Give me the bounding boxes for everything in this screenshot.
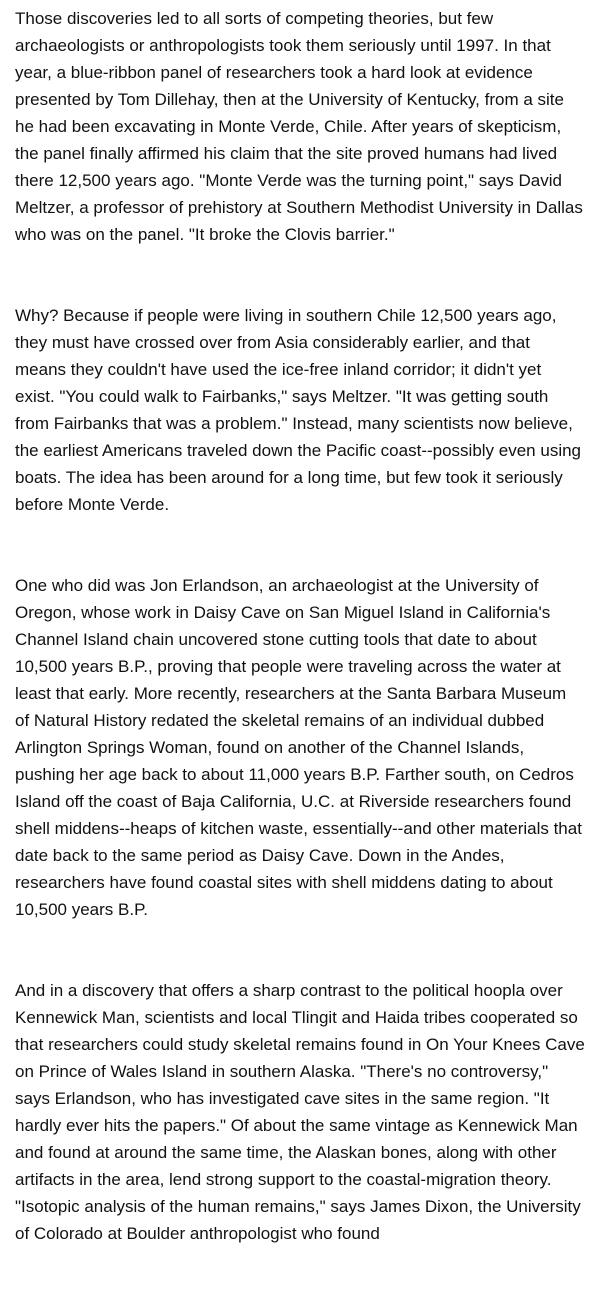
paragraph-2: Why? Because if people were living in southern Chile 12,500 years ago, they must have crossed over from Asia considerably earlier, and that means they couldn't have used the ice-free inland corridor; it didn't yet exist. "You could walk to Fairbanks," says Meltzer. "It was getting south from Fairbanks that was a problem." Instead, many scientists now believe, the earliest Americans traveled down the Pacific coast--possibly even using boats. The idea has been around for a long time, but few took it seriously before Monte Verde. <box>15 306 582 514</box>
paragraph-4: And in a discovery that offers a sharp contrast to the political hoopla over Kennewick Man, scientists and local Tlingit and Haida tribes cooperated so that researchers could study skeletal remains found in On Your Knees Cave on Prince of Wales Island in southern Alaska. "There's no controversy," says Erlandson, who has investigated cave sites in the same region. "It hardly ever hits the papers." Of about the same vintage as Kennewick Man and found at around the same time, the Alaskan bones, along with other artifacts in the area, lend strong support to the coastal-migration theory. "Isotopic analysis of the human remains," says James Dixon, the University of Colorado at Boulder anthropologist who found <box>15 981 585 1243</box>
paragraph-1: Those discoveries led to all sorts of competing theories, but few archaeologists or anthropologists took them seriously until 1997. In that year, a blue-ribbon panel of researchers took a hard look at evidence presented by Tom Dillehay, then at the University of Kentucky, from a site he had been excavating in Monte Verde, Chile. After years of skepticism, the panel finally affirmed his claim that the site proved humans had lived there 12,500 years ago. "Monte Verde was the turning point," says David Meltzer, a professor of prehistory at Southern Methodist University in Dallas who was on the panel. "It broke the Clovis barrier." <box>15 9 583 244</box>
article-body <box>15 5 585 1301</box>
paragraph-3: One who did was Jon Erlandson, an archaeologist at the University of Oregon, whose work in Daisy Cave on San Miguel Island in California's Channel Island chain uncovered stone cutting tools that date to about 10,500 years B.P., proving that people were traveling across the water at least that early. More recently, researchers at the Santa Barbara Museum of Natural History redated the skeletal remains of an individual dubbed Arlington Springs Woman, found on another of the Channel Islands, pushing her age back to about 11,000 years B.P. Farther south, on Cedros Island off the coast of Baja California, U.C. at Riverside researchers found shell middens--heaps of kitchen waste, essentially--and other materials that date back to the same period as Daisy Cave. Down in the Andes, researchers have found coastal sites with shell middens dating to about 10,500 years B.P. <box>15 576 582 919</box>
